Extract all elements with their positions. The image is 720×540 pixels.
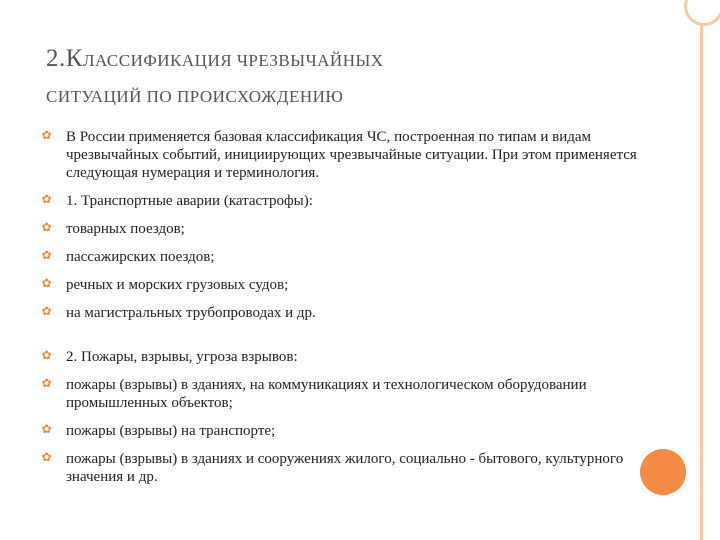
title-rest: ЛАССИФИКАЦИЯ ЧРЕЗВЫЧАЙНЫХ [82, 51, 384, 70]
slide-title [46, 42, 666, 112]
bullet-icon: ✿ [41, 220, 52, 234]
list-item-text: 1. Транспортные аварии (катастрофы): [66, 193, 313, 209]
bullet-icon: ✿ [41, 248, 52, 262]
title-initial: 2.К [46, 45, 83, 72]
decorative-vertical-line [700, 0, 703, 540]
list-item [40, 422, 660, 440]
list-item-text: речных и морских грузовых судов; [66, 277, 289, 293]
list-item [40, 304, 660, 322]
list-item-text: В России применяется базовая классификация ЧС, построенная по типам и видам чрезвычайных событий, инициирующих чрезвычайные ситуации. При этом применяется следующая нумерация и терминология. [66, 129, 637, 181]
list-item-text: пожары (взрывы) в зданиях и сооружениях жилого, социально - бытового, культурного значения и др. [66, 451, 624, 485]
list-item-text: товарных поездов; [66, 221, 185, 237]
list-item [40, 276, 660, 294]
list-item [40, 376, 660, 412]
list-item-text: 2. Пожары, взрывы, угроза взрывов: [66, 349, 298, 365]
list-item [40, 248, 660, 266]
list-item-text: пассажирских поездов; [66, 249, 215, 265]
list-item-text: пожары (взрывы) на транспорте; [66, 423, 276, 439]
list-item [40, 450, 660, 486]
bullet-icon: ✿ [41, 276, 52, 290]
bullet-icon: ✿ [41, 376, 52, 390]
bullet-icon: ✿ [41, 450, 52, 464]
list-item-text: пожары (взрывы) в зданиях, на коммуникациях и технологическом оборудовании промышленных объектов; [66, 377, 587, 411]
bullet-list [40, 128, 660, 496]
decorative-ring [684, 0, 720, 26]
list-item [40, 192, 660, 210]
list-item [40, 348, 660, 366]
bullet-icon: ✿ [41, 422, 52, 436]
list-item [40, 128, 660, 182]
bullet-icon: ✿ [41, 128, 52, 142]
title-line-2: СИТУАЦИЙ ПО ПРОИСХОЖДЕНИЮ [46, 87, 344, 106]
bullet-icon: ✿ [41, 192, 52, 206]
bullet-icon: ✿ [41, 304, 52, 318]
list-item [40, 220, 660, 238]
list-item-text: на магистральных трубопроводах и др. [66, 305, 316, 321]
title-line-1 [46, 42, 666, 78]
bullet-icon: ✿ [41, 348, 52, 362]
